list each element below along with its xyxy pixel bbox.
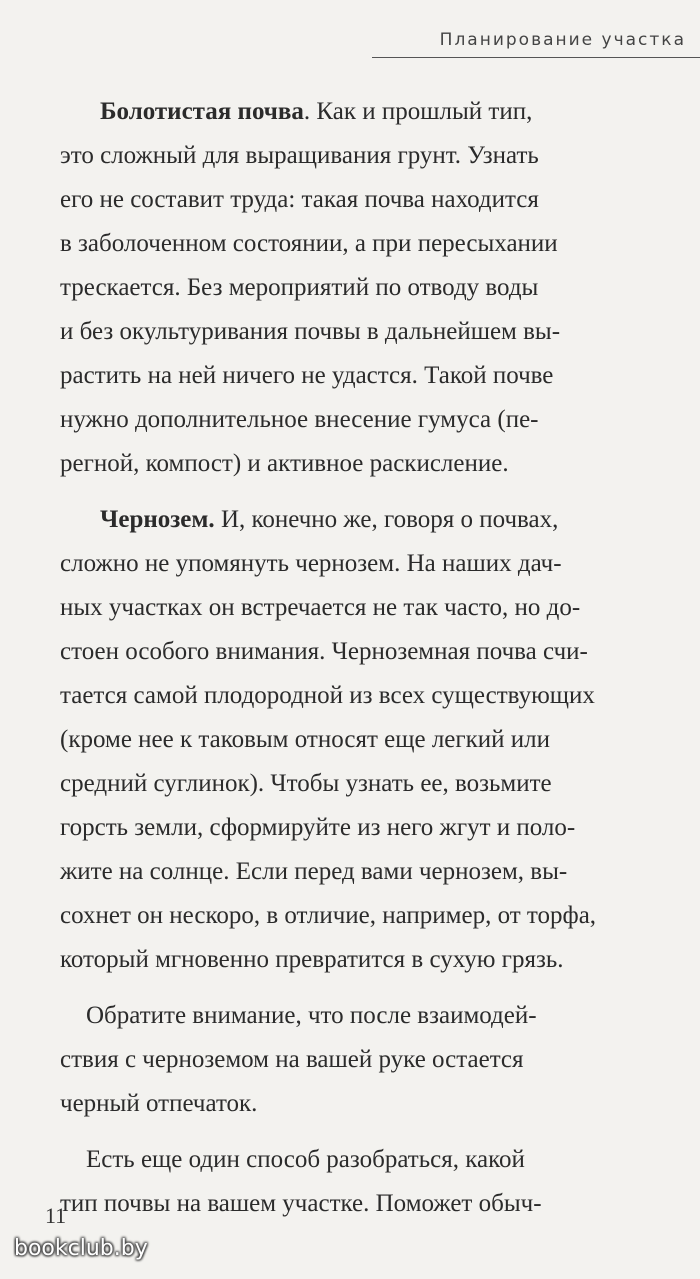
text-line: . Как и прошлый тип, xyxy=(303,98,533,125)
text-line: жите на солнце. Если перед вами чернозем, вы- xyxy=(60,858,568,885)
text-line: средний суглинок). Чтобы узнать ее, возьмите xyxy=(60,770,552,797)
text-line: тип почвы на вашем участке. Поможет обыч- xyxy=(60,1190,542,1217)
text-line: в заболоченном состоянии, а при пересыхании xyxy=(60,230,558,257)
page-body xyxy=(60,90,680,1226)
heading-chernozem: Чернозем. xyxy=(100,506,215,533)
text-line: нужно дополнительное внесение гумуса (пе- xyxy=(60,406,539,433)
text-line: ствия с черноземом на вашей руке остается xyxy=(60,1046,524,1073)
paragraph-note xyxy=(60,994,680,1126)
text-line: растить на ней ничего не удастся. Такой почве xyxy=(60,362,554,389)
text-line: его не составит труда: такая почва находится xyxy=(60,186,539,213)
text-line: ных участках он встречается не так часто, но до- xyxy=(60,594,581,621)
paragraph-another-method xyxy=(60,1138,680,1226)
text-line: Есть еще один способ разобраться, какой xyxy=(86,1146,525,1173)
text-line: Обратите внимание, что после взаимодей- xyxy=(86,1002,537,1029)
paragraph-swampy-soil xyxy=(60,90,680,486)
text-line: (кроме нее к таковым относят еще легкий или xyxy=(60,726,551,753)
text-line: который мгновенно превратится в сухую грязь. xyxy=(60,946,564,973)
running-header: Планирование участка xyxy=(439,30,686,50)
text-line: черный отпечаток. xyxy=(60,1090,258,1117)
page-number: 11 xyxy=(45,1203,67,1228)
text-line: тается самой плодородной из всех существующих xyxy=(60,682,595,709)
paragraph-chernozem xyxy=(60,498,680,982)
watermark-logo: bookclub.by xyxy=(14,1236,148,1261)
text-line: и без окультуривания почвы в дальнейшем вы- xyxy=(60,318,561,345)
text-line: стоен особого внимания. Черноземная почва счи- xyxy=(60,638,588,665)
text-line: регной, компост) и активное раскисление. xyxy=(60,450,509,477)
text-line: горсть земли, сформируйте из него жгут и поло- xyxy=(60,814,576,841)
header-rule xyxy=(372,57,700,58)
text-line: это сложный для выращивания грунт. Узнать xyxy=(60,142,539,169)
text-line: трескается. Без мероприятий по отводу воды xyxy=(60,274,539,301)
text-line: И, конечно же, говоря о почвах, xyxy=(214,506,559,533)
text-line: сохнет он нескоро, в отличие, например, от торфа, xyxy=(60,902,597,929)
heading-swampy-soil: Болотистая почва xyxy=(100,98,304,125)
text-line: сложно не упомянуть чернозем. На наших дач- xyxy=(60,550,562,577)
